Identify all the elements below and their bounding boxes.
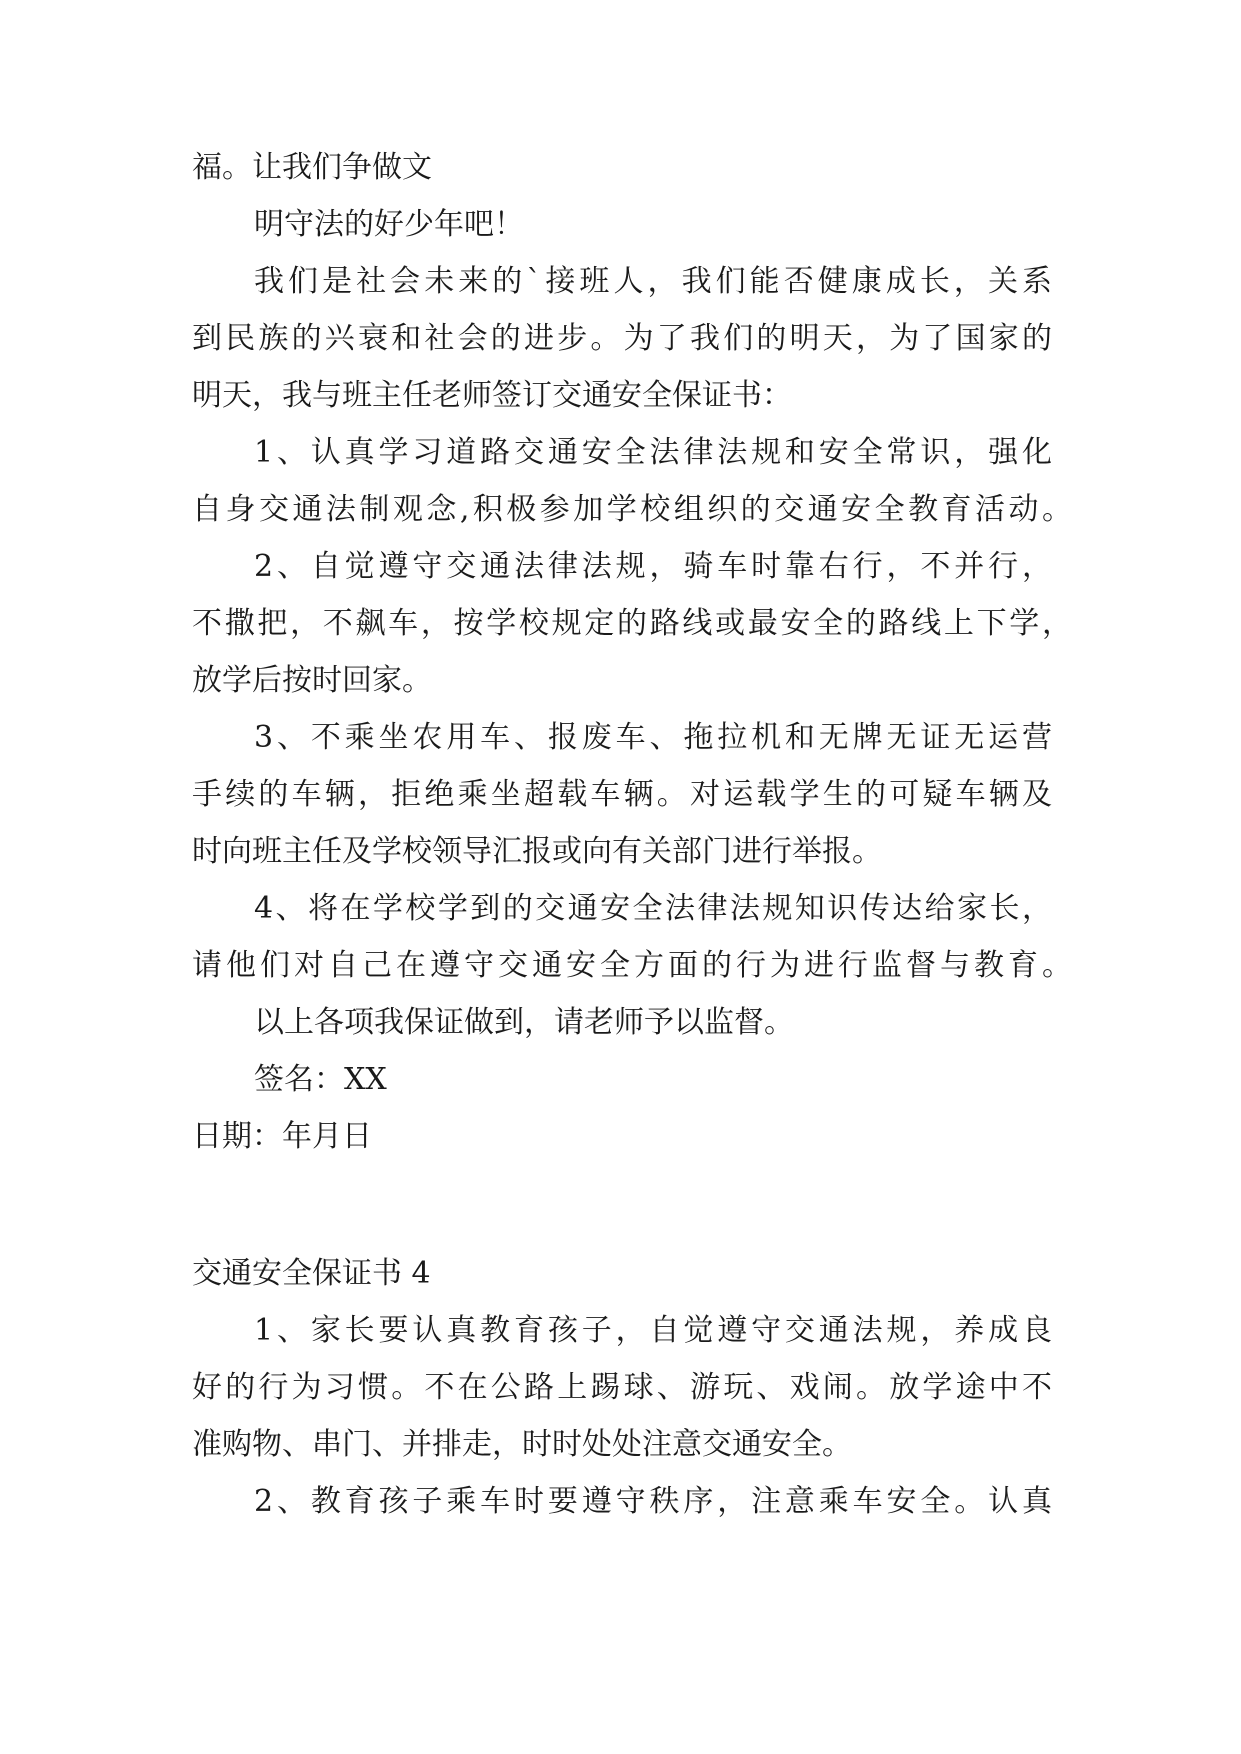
text-line: 好的行为习惯。不在公路上踢球、游玩、戏闹。放学途中不 [192, 1370, 1052, 1405]
text-line: 请他们对自己在遵守交通安全方面的行为进行监督与教育。 [192, 948, 1072, 983]
text-line: 我们是社会未来的`接班人，我们能否健康成长，关系 [254, 264, 1052, 299]
text-line: 到民族的兴衰和社会的进步。为了我们的明天，为了国家的 [192, 321, 1052, 356]
date-line: 日期：年月日 [192, 1119, 372, 1154]
text-line: 4、将在学校学到的交通安全法律法规知识传达给家长， [254, 891, 1052, 926]
text-line: 2、教育孩子乘车时要遵守秩序，注意乘车安全。认真 [254, 1484, 1052, 1519]
signature-line: 签名：XX [254, 1062, 387, 1097]
text-line: 放学后按时回家。 [192, 663, 432, 698]
text-line: 自身交通法制观念,积极参加学校组织的交通安全教育活动。 [192, 492, 1072, 527]
text-line: 不撒把，不飙车，按学校规定的路线或最安全的路线上下学， [192, 606, 1072, 641]
text-line: 手续的车辆，拒绝乘坐超载车辆。对运载学生的可疑车辆及 [192, 777, 1052, 812]
text-line: 3、不乘坐农用车、报废车、拖拉机和无牌无证无运营 [254, 720, 1052, 755]
text-line: 福。让我们争做文 [192, 150, 432, 185]
text-line: 2、自觉遵守交通法律法规，骑车时靠右行，不并行， [254, 549, 1052, 584]
section-heading: 交通安全保证书 4 [192, 1256, 431, 1291]
text-line: 1、家长要认真教育孩子，自觉遵守交通法规，养成良 [254, 1313, 1052, 1348]
text-line: 准购物、串门、并排走，时时处处注意交通安全。 [192, 1427, 852, 1462]
text-line: 1、认真学习道路交通安全法律法规和安全常识，强化 [254, 435, 1052, 470]
text-line: 时向班主任及学校领导汇报或向有关部门进行举报。 [192, 834, 882, 869]
text-line: 明守法的好少年吧！ [254, 207, 524, 242]
text-line: 明天，我与班主任老师签订交通安全保证书： [192, 378, 792, 413]
text-line: 以上各项我保证做到，请老师予以监督。 [254, 1005, 794, 1040]
